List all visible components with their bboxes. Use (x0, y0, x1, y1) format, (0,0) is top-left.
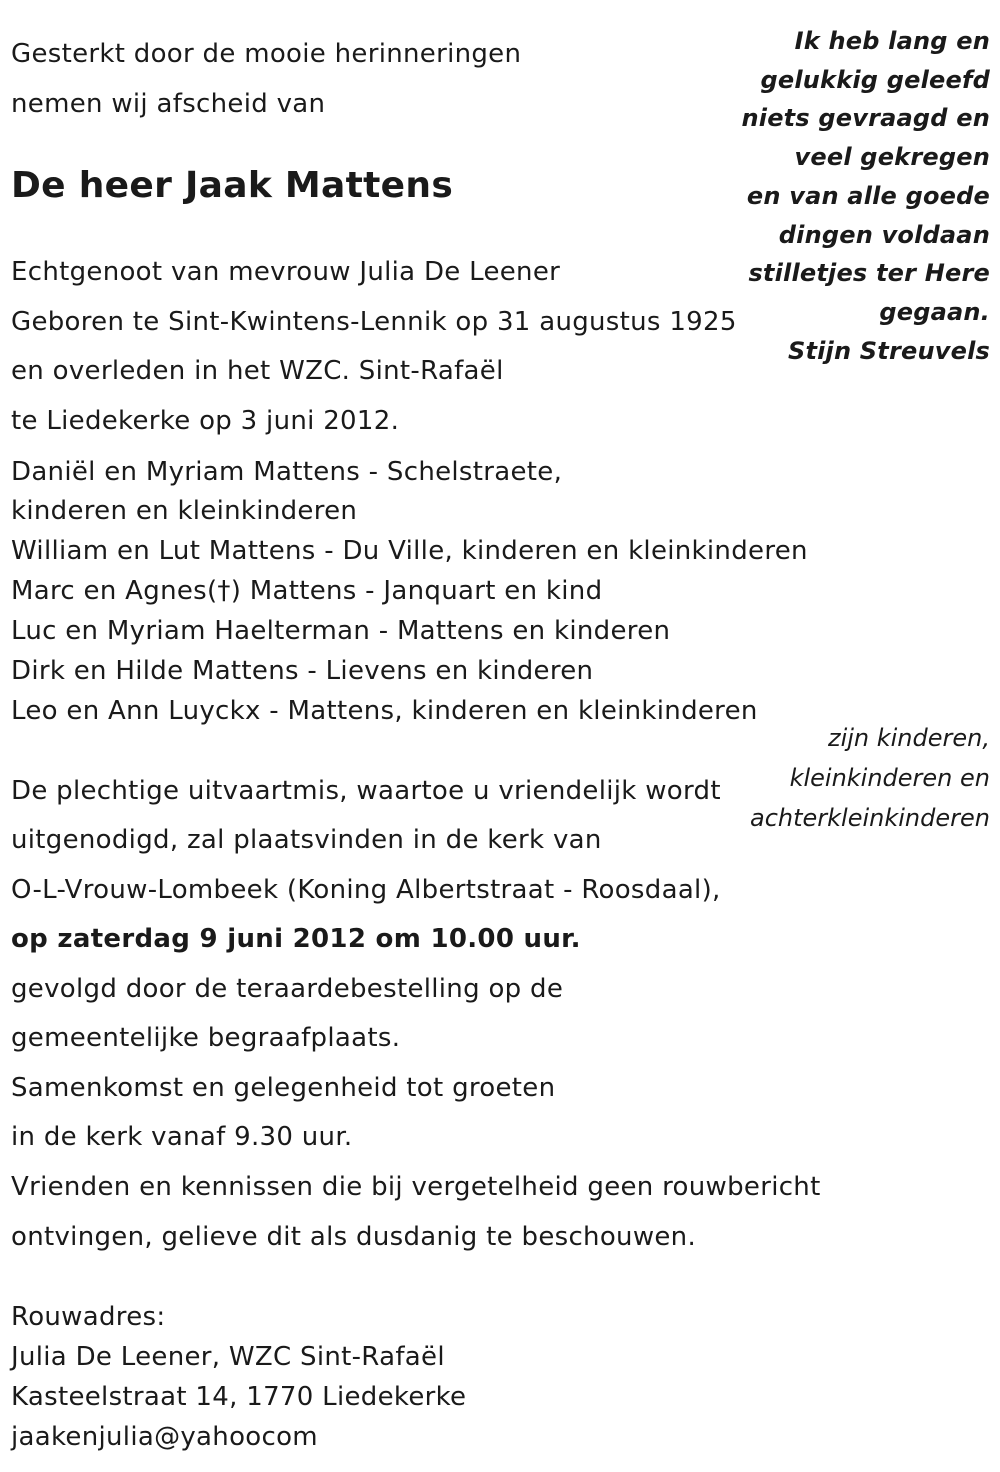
relation-note (690, 718, 990, 838)
address-label: Rouwadres: (11, 1302, 166, 1332)
poem-line: stilletjes ter Here (748, 259, 990, 288)
funeral-line: De plechtige uitvaartmis, waartoe u vriendelijk wordt (11, 776, 721, 806)
funeral-line: gemeentelijke begraafplaats. (11, 1023, 401, 1053)
address-line: Kasteelstraat 14, 1770 Liedekerke (11, 1382, 467, 1412)
funeral-line: gevolgd door de teraardebestelling op de (11, 974, 564, 1004)
funeral-line: uitgenodigd, zal plaatsvinden in de kerk van (11, 825, 602, 855)
poem-author: Stijn Streuvels (787, 336, 990, 365)
detail-birth: Geboren te Sint-Kwintens-Lennik op 31 augustus 1925 (11, 307, 737, 337)
poem-line: dingen voldaan (778, 220, 990, 249)
family-line: Leo en Ann Luyckx - Mattens, kinderen en kleinkinderen (11, 696, 758, 726)
family-line: William en Lut Mattens - Du Ville, kinderen en kleinkinderen (11, 536, 808, 566)
funeral-line: O-L-Vrouw-Lombeek (Koning Albertstraat - Roosdaal), (11, 875, 721, 905)
address-email: jaakenjulia@yahoocom (11, 1422, 318, 1452)
intro-line-2: nemen wij afscheid van (11, 89, 326, 119)
detail-death-place: en overleden in het WZC. Sint-Rafaël (11, 356, 504, 386)
detail-death-date: te Liedekerke op 3 juni 2012. (11, 406, 400, 436)
family-line: kinderen en kleinkinderen (11, 496, 358, 526)
family-line: Dirk en Hilde Mattens - Lievens en kinderen (11, 656, 594, 686)
funeral-line: Samenkomst en gelegenheid tot groeten (11, 1073, 556, 1103)
poem-line: gelukkig geleefd (760, 65, 990, 94)
family-line: Luc en Myriam Haelterman - Mattens en kinderen (11, 616, 671, 646)
poem-line: niets gevraagd en (741, 104, 990, 133)
funeral-line: in de kerk vanaf 9.30 uur. (11, 1122, 353, 1152)
address-line: Julia De Leener, WZC Sint-Rafaël (11, 1342, 445, 1372)
relation-line: achterkleinkinderen (750, 804, 990, 832)
poem-line: Ik heb lang en (794, 27, 990, 55)
funeral-date-time: op zaterdag 9 juni 2012 om 10.00 uur. (11, 924, 581, 954)
detail-spouse: Echtgenoot van mevrouw Julia De Leener (11, 257, 561, 287)
poem-line: gegaan. (879, 297, 990, 326)
deceased-name: De heer Jaak Mattens (11, 165, 454, 206)
relation-line: kleinkinderen en (789, 764, 990, 792)
family-line: Marc en Agnes(†) Mattens - Janquart en kind (11, 576, 603, 606)
intro-line-1: Gesterkt door de mooie herinneringen (11, 39, 522, 69)
poem-line: veel gekregen (794, 143, 990, 172)
relation-line: zijn kinderen, (827, 724, 990, 752)
funeral-line: ontvingen, gelieve dit als dusdanig te beschouwen. (11, 1222, 697, 1252)
funeral-line: Vrienden en kennissen die bij vergetelheid geen rouwbericht (11, 1172, 821, 1202)
poem-line: en van alle goede (746, 181, 990, 210)
poem (670, 22, 990, 370)
family-line: Daniël en Myriam Mattens - Schelstraete, (11, 457, 563, 487)
